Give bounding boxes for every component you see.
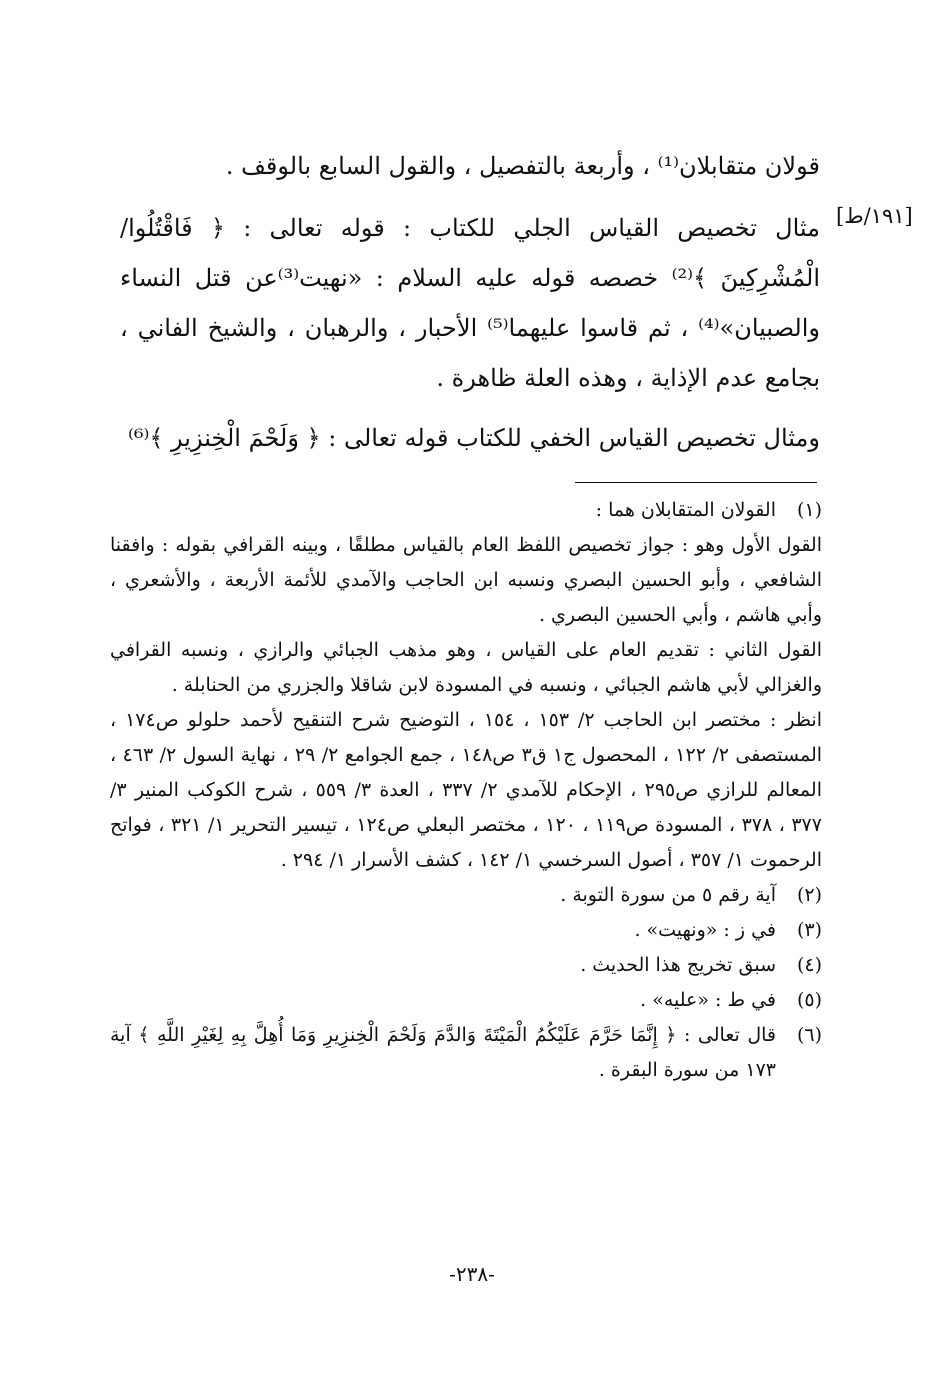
footnotes <box>110 493 822 1088</box>
footnote-number: (٣) <box>796 919 822 941</box>
main-paragraph-2 <box>120 203 820 403</box>
footnote-number: (٢) <box>796 884 822 906</box>
footnote-1-block-3 <box>110 703 822 878</box>
footnote-text: القول الثاني : تقديم العام على القياس ، وهو مذهب الجبائي والرازي ، ونسبه القرافي والغزالي لأبي هاشم الجبائي ، ونسبه في المسودة لابن شاقلا والجزري من الحنابلة . <box>110 639 822 696</box>
footnote-5 <box>110 983 822 1018</box>
footnote-body: قال تعالى : ﴿ إِنَّمَا حَرَّمَ عَلَيْكُمُ الْمَيْتَةَ وَالدَّمَ وَلَحْمَ الْخِنزِيرِ وَمَا أُهِلَّ بِهِ لِغَيْرِ اللَّهِ ﴾ آية ١٧٣ من سورة البقرة . <box>110 1024 776 1081</box>
footnote-1 <box>110 493 822 528</box>
footnote-3 <box>110 913 822 948</box>
margin-note: [١٩١/ط] <box>836 204 913 228</box>
footnote-1-block-2 <box>110 633 822 703</box>
footnote-6 <box>110 1018 822 1088</box>
paragraph-text: ومثال تخصيص القياس الخفي للكتاب قوله تعالى : ﴿ وَلَحْمَ الْخِنزِيرِ ﴾⁽⁶⁾ <box>127 424 820 452</box>
footnote-text: انظر : مختصر ابن الحاجب ٢/ ١٥٣ ، ١٥٤ ، التوضيح شرح التنقيح لأحمد حلولو ص١٧٤ ، المستصفى ٢/ ١٢٢ ، المحصول ج١ ق٣ ص١٤٨ ، جمع الجوامع ٢/ ٢٩ ، نهاية السول ٢/ ٤٦٣ ، المعالم للرازي ص٢٩٥ ، الإحكام للآمدي ٢/ ٣٣٧ ، العدة ٣/ ٥٥٩ ، شرح الكوكب المنير ٣/ ٣٧٧ ، ٣٧٨ ، المسودة ص١١٩ ، ١٢٠ ، مختصر البعلي ص١٢٤ ، تيسير التحرير ١/ ٣٢١ ، فواتح الرحموت ١/ ٣٥٧ ، أصول السرخسي ١/ ١٤٢ ، كشف الأسرار ١/ ٢٩٤ . <box>110 709 823 871</box>
footnote-body: سبق تخريج هذا الحديث . <box>580 954 776 976</box>
footnote-number: (٤) <box>796 954 822 976</box>
footnote-body: في ط : «عليه» . <box>640 989 776 1011</box>
footnote-text: القولان المتقابلان هما : <box>595 499 776 521</box>
page-number: -٢٣٨- <box>449 1262 495 1286</box>
main-paragraph-3 <box>120 413 820 463</box>
footnote-number: (٦) <box>796 1024 822 1046</box>
footnote-separator <box>575 482 817 483</box>
footnote-body: آية رقم ٥ من سورة التوبة . <box>560 884 776 906</box>
paragraph-text: قولان متقابلان⁽¹⁾ ، وأربعة بالتفصيل ، والقول السابع بالوقف . <box>225 152 820 180</box>
footnote-number: (١) <box>796 499 822 521</box>
footnote-body: في ز : «ونهيت» . <box>634 919 776 941</box>
footnote-body <box>110 493 776 528</box>
footnote-text: القول الأول وهو : جواز تخصيص اللفظ العام بالقياس مطلقًا ، وبينه القرافي بقوله : وافقنا الشافعي ، وأبو الحسين البصري ونسبه ابن الحاجب والآمدي للأئمة الأربعة ، والأشعري ، وأبي هاشم ، وأبي الحسين البصري . <box>110 534 822 626</box>
footnote-number: (٥) <box>796 989 822 1011</box>
main-paragraph-1 <box>120 141 820 191</box>
footnote-2 <box>110 878 822 913</box>
paragraph-text: مثال تخصيص القياس الجلي للكتاب : قوله تعالى : ﴿ فَاقْتُلُوا/ الْمُشْرِكِينَ ﴾⁽²⁾ خصصه قوله عليه السلام : «نهيت⁽³⁾عن قتل النساء والصبيان»⁽⁴⁾ ، ثم قاسوا عليهما⁽⁵⁾ الأحبار ، والرهبان ، والشيخ الفاني ، بجامع عدم الإذاية ، وهذه العلة ظاهرة . <box>120 214 820 392</box>
footnote-1-block-1 <box>110 528 822 633</box>
footnote-4 <box>110 948 822 983</box>
